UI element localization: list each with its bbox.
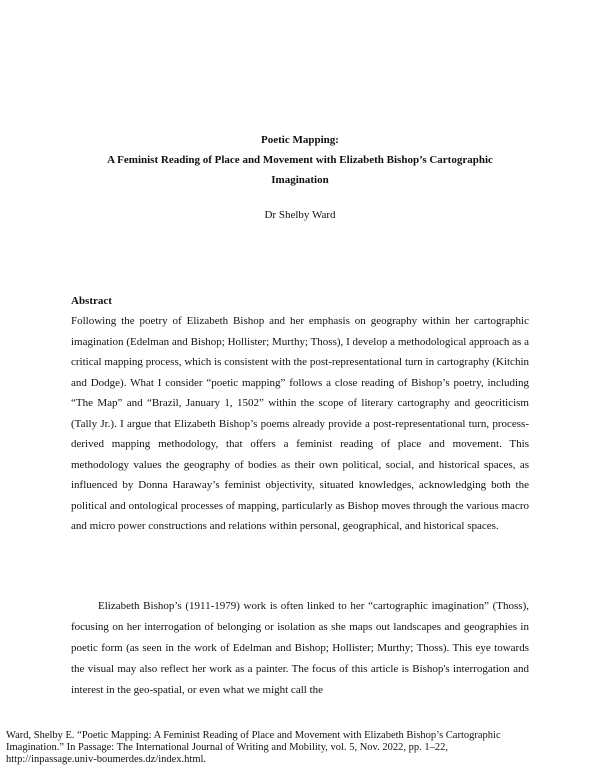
citation-line: Ward, Shelby E. “Poetic Mapping: A Feminist Reading of Place and Movement with Elizabeth Bishop’s Cartographic (6, 730, 501, 741)
body-paragraph: Elizabeth Bishop’s (1911-1979) work is often linked to her “cartographic imagination” (Thoss), focusing on her interrogation of belonging or isolation as she maps out landscapes and geographies in poetic form (as seen in the work of Edelman and Bishop; Hollister; Murthy; Thoss). This eye towards the visual may also reflect her work as a painter. The focus of this article is Bishop's interrogation and interest in the geo-spatial, or even what we might call the (71, 600, 529, 696)
citation-footer (6, 730, 586, 766)
abstract-section (71, 291, 529, 537)
abstract-heading: Abstract (71, 295, 112, 307)
citation-url: http://inpassage.univ-boumerdes.dz/index.html. (6, 754, 207, 765)
title-main: Poetic Mapping: (261, 134, 339, 146)
abstract-text: Following the poetry of Elizabeth Bishop and her emphasis on geography within her cartographic imagination (Edelman and Bishop; Hollister; Murthy; Thoss), I develop a methodological approach as a critical mapping process, which is consistent with the post-representational turn in cartography (Kitchin and Dodge). What I consider “poetic mapping” follows a close reading of Bishop’s poetry, including “The Map” and “Brazil, January 1, 1502” within the scope of literary cartography and geocriticism (Tally Jr.). I argue that Elizabeth Bishop’s poems already provide a post-representational turn, process-derived mapping methodology, that offers a feminist reading of place and movement. This methodology values the geography of bodies as their own political, social, and historical spaces, as influenced by Donna Haraway’s feminist objectivity, situated knowledges, acknowledging both the political and ontological processes of mapping, particularly as Bishop moves through the various macro and micro power constructions and relations within personal, geographical, and historical spaces. (71, 315, 529, 532)
citation-line: Imagination.” In Passage: The International Journal of Writing and Mobility, vol. 5, Nov. 2022, pp. 1–22, (6, 742, 448, 753)
author-name: Dr Shelby Ward (264, 209, 336, 221)
title-subtitle: A Feminist Reading of Place and Movement with Elizabeth Bishop’s Cartographic (107, 154, 493, 166)
title-subtitle-end: Imagination (271, 174, 329, 186)
title-block (60, 130, 540, 190)
